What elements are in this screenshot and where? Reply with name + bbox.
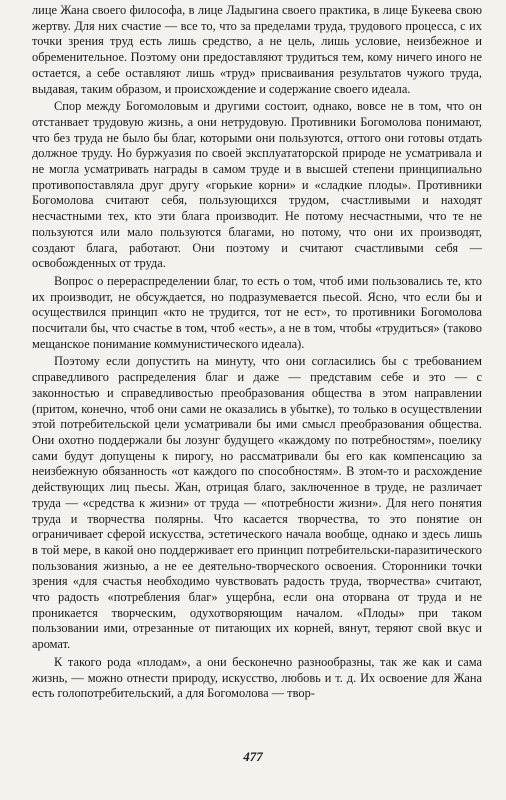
paragraph-1: лице Жана своего философа, в лице Ладыгина своего практика, в лице Букеева свою жертву. Для них счастие — все то, что за пределами труда, трудового процесса, с их точки зрения труд есть лишь средство, а не цель, лишь условие, неизбежное и обременительное. Поэтому они предоставляют трудиться тем, кому ничего иного не остается, а себе оставляют лишь «труд» присваивания результатов чужого труда, выдавая, таким образом, и происхождение и содержание своего идеала. (32, 3, 482, 96)
paragraph-2: Спор между Богомоловым и другими состоит, однако, вовсе не в том, что он отстанвает трудовую жизнь, а они нетрудовую. Противники Богомолова понимают, что без труда не было бы благ, которыми они пользуются, оттого они готовы отдать должное труду. Но буржуазия по своей эксплуататорской природе не усматривала и не могла усматривать награды в самом труде и в высшей степени принципиально противопоставляла друг другу «горькие корни» и «сладкие плоды». Противники Богомолова считают себя, пользующихся трудом, счастливыми и находят несчастными тех, кто эти блага производит. Не потому несчастными, что те не пользуются или мало пользуются благами, но потому, что они их производят, создают блага, работают. Они поэтому и считают счастливыми себя — освобожденных от труда. (32, 99, 482, 271)
page-number: 477 (243, 749, 263, 764)
paragraph-5: К такого рода «плодам», а они бесконечно разнообразны, так же как и сама жизнь, — можно отнести природу, искусство, любовь и т. д. Их освоение для Жана есть голопотребительский, а для Богомолова — твор- (32, 654, 482, 701)
page-text-column (32, 3, 482, 702)
paragraph-3: Вопрос о перераспределении благ, то есть о том, чтоб ими пользовались те, кто их производит, не обсуждается, но подразумевается пьесой. Ясно, что если бы и осуществился принцип «кто не трудится, тот не ест», то противники Богомолова посчитали бы, что счастье в том, чтоб «есть», а не в том, чтобы «трудиться» (таково мещанское понимание коммунистического идеала). (32, 273, 482, 351)
paragraph-4: Поэтому если допустить на минуту, что они согласились бы с требованием справедливого распределения благ и даже — представим себе и это — с законностью и справедливостью преобразования общества в этом направлении (притом, конечно, чтоб они сами не оказались в убытке), то только в осуществлении этой потребительской цели усматривали бы ими смысл преобразования общества. Они охотно поддержали бы лозунг будущего «каждому по потребностям», поелику сами будут допущены к пирогу, но рассматривали бы его как компенсацию за неизбежную обязанность «от каждого по способностям». В этом-то и расхождение действующих лиц пьесы. Жан, отрицая благо, заключенное в труде, не различает труда — «средства к жизни» от труда — «потребности жизни». Для него понятия труда и творчества полярны. Что касается творчества, то это понятие он ограничивает сферой искусства, эстетического начала вообще, однако и здесь лишь в той мере, в какой оно поддерживает его принцип потребительски-паразитического пользования жизнью, а не ее деятельно-творческого освоения. Сторонники точки зрения «для счастья необходимо чувствовать радость труда, творчества» считают, что радость «потребления благ» ущербна, если она оторвана от труда и не проникается творческим, одухотворяющим началом. «Плоды» при таком пользовании ими, отрезанные от питающих их корней, вянут, теряют свой вкус и аромат. (32, 354, 482, 652)
